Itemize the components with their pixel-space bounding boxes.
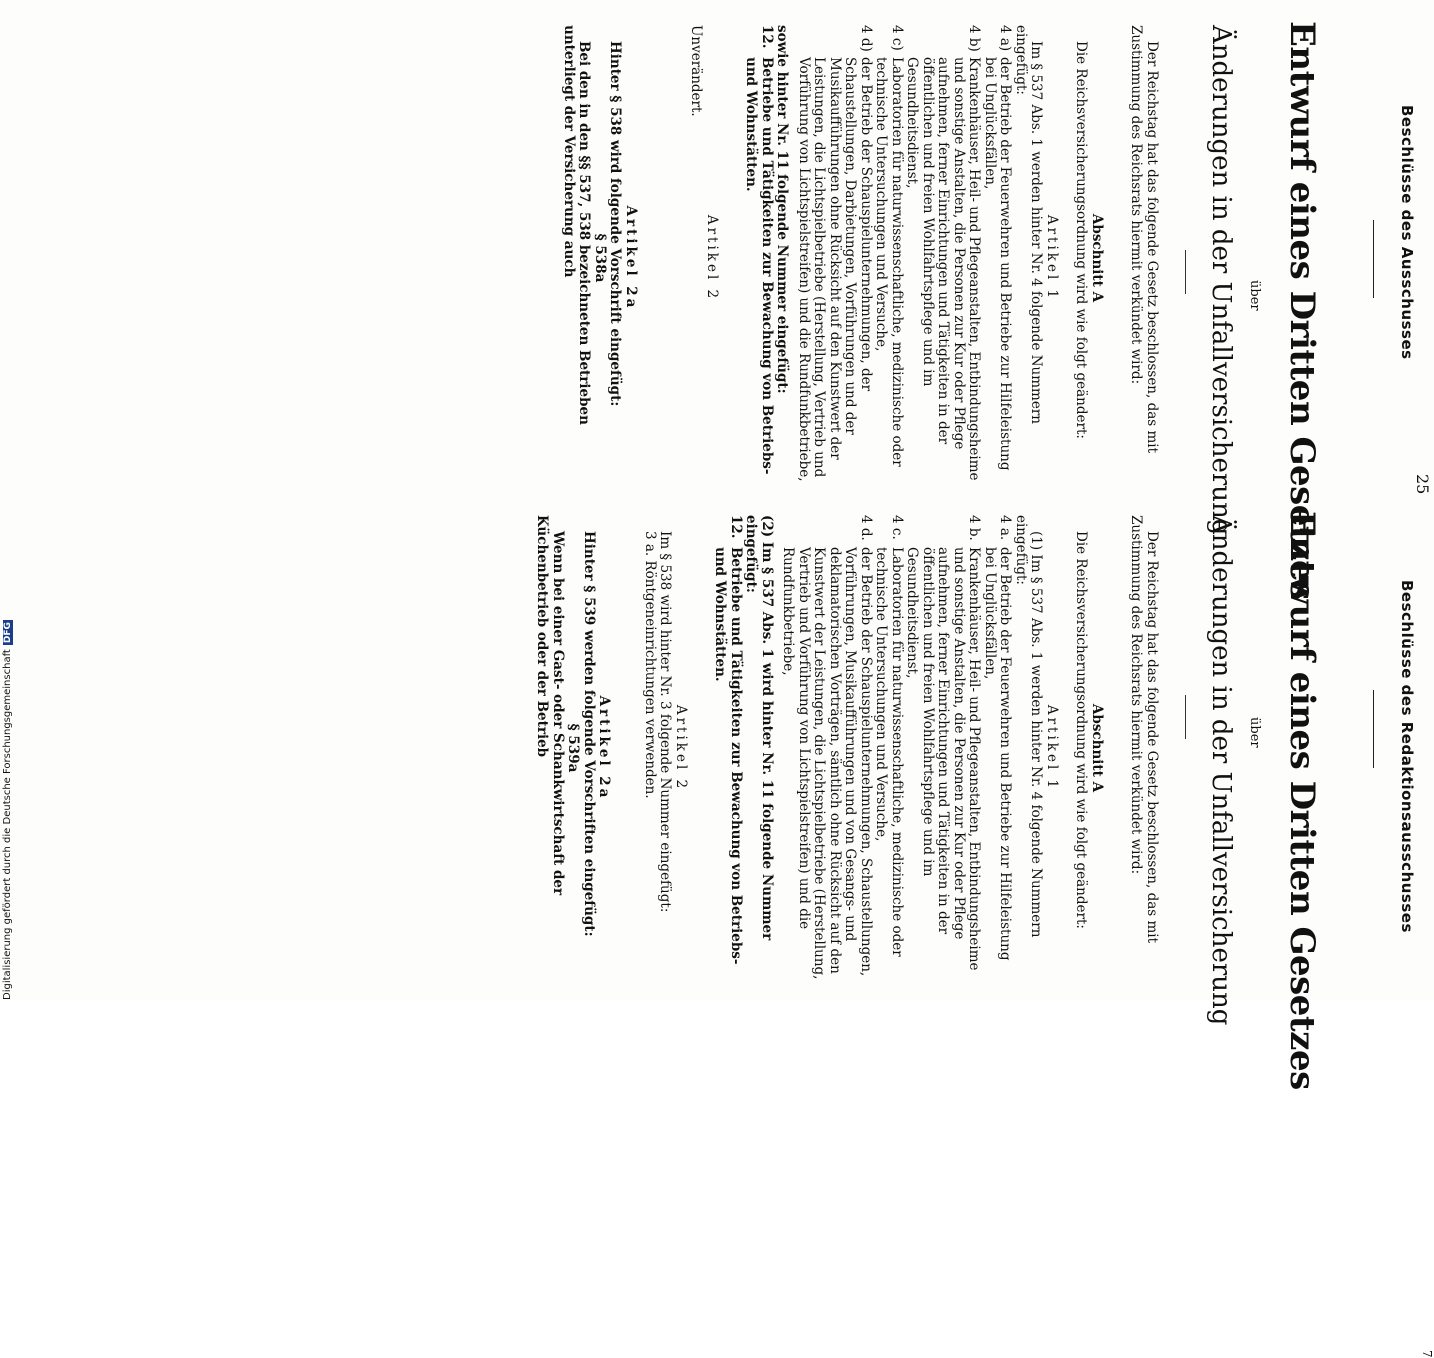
list-item bbox=[873, 515, 904, 981]
item-text: Betriebe und Tätigkeiten zur Bewachung von Betriebs- und Wohnstätten. bbox=[743, 57, 775, 475]
list-item bbox=[904, 515, 982, 981]
list-item bbox=[796, 25, 874, 491]
abschnitt-heading: Abschnitt A bbox=[1089, 703, 1105, 793]
artikel-1-heading: Artikel 1 bbox=[1044, 214, 1060, 302]
short-rule bbox=[1185, 250, 1186, 294]
artikel-2a-text: Hinter § 539 werden folgende Vorschriften eingefügt: bbox=[581, 531, 597, 937]
item-text: der Betrieb der Feuerwehren und Betriebe zur Hilfeleistung bei Unglücksfällen, bbox=[982, 547, 1014, 961]
body-text bbox=[534, 515, 1159, 981]
item-number: 4 b. bbox=[966, 515, 983, 541]
sowie-text: (2) Im § 537 Abs. 1 wird hinter Nr. 11 folgende Nummer eingefügt: bbox=[743, 515, 775, 941]
body-text bbox=[561, 25, 1160, 491]
list-item bbox=[712, 515, 743, 981]
intro-text: Der Reichstag hat das folgende Gesetz beschlossen, das mit Zustimmung des Reichsrats hiermit verkündet wird: bbox=[1128, 25, 1160, 454]
sowie-text: sowie hinter Nr. 11 folgende Nummer eingefügt: bbox=[774, 25, 791, 394]
ueber-label: über bbox=[1247, 717, 1262, 748]
column-header: Beschlüsse des Redaktionsausschusses bbox=[1398, 580, 1416, 933]
item-number: 4 d) bbox=[858, 25, 874, 52]
header-rule bbox=[1373, 220, 1374, 298]
artikel-2-heading: Artikel 2 bbox=[704, 214, 720, 302]
artikel-2a-heading: Artikel 2a bbox=[596, 695, 613, 801]
bill-title: Entwurf eines Dritten Gesetzes bbox=[1282, 511, 1322, 1090]
item-text: Krankenhäuser, Heil- und Pflegeanstalten, Entbindungsheime und sonstige Anstalten, die Personen zur Kur oder Pflege aufnehmen, ferner Einrichtungen und Tätigkeiten in der öffentlichen und freien Wohlfahrtspflege und im Gesundheitsdienst, bbox=[904, 57, 983, 481]
abschnitt-text: Die Reichsversicherungsordnung wird wie folgt geändert: bbox=[1073, 531, 1090, 929]
short-rule bbox=[1185, 695, 1186, 739]
list-item bbox=[780, 515, 873, 981]
item-text: Laboratorien für naturwissenschaftliche, medizinische oder technische Untersuchungen und Versuche, bbox=[873, 57, 905, 467]
abschnitt-heading: Abschnitt A bbox=[1089, 213, 1105, 303]
item-text: der Betrieb der Feuerwehren und Betriebe zur Hilfeleistung bei Unglücksfällen, bbox=[982, 57, 1014, 471]
item-text: Laboratorien für naturwissenschaftliche, medizinische oder technische Untersuchungen und Versuche, bbox=[873, 547, 905, 957]
artikel-1-text: Im § 537 Abs. 1 werden hinter Nr. 4 folgende Nummern eingefügt: bbox=[1013, 25, 1045, 424]
bill-subtitle: Änderungen in der Unfallversicherung bbox=[1206, 25, 1236, 536]
paragraph-heading: § 539a bbox=[565, 723, 582, 773]
item-text: der Betrieb der Schauspielunternehmungen, der Schaustellungen, Darbietungen, Vorführungen und der Musikaufführungen ohne Rücksicht auf den Kunstwert der Leistungen, die Lichtspielbetriebe (Herstellung, Vertrieb und Vorführung von Lichtspielstreifen) und die Rundfunkbetriebe, bbox=[796, 57, 874, 482]
item-number: 12. bbox=[759, 25, 775, 49]
column-header: Beschlüsse des Ausschusses bbox=[1398, 105, 1416, 360]
item-number: 4 b) bbox=[966, 25, 983, 52]
digitization-note bbox=[2, 610, 13, 1000]
artikel-2a-heading: Artikel 2a bbox=[623, 205, 639, 311]
list-item bbox=[743, 25, 774, 491]
dfg-logo: DFG bbox=[3, 622, 13, 644]
item-text: Betriebe und Tätigkeiten zur Bewachung von Betriebs- und Wohnstätten. bbox=[712, 547, 744, 965]
item-number: 4 a. bbox=[997, 515, 1014, 541]
artikel-1-heading: Artikel 1 bbox=[1044, 704, 1060, 792]
item-number: 4 c. bbox=[889, 515, 905, 540]
header-rule bbox=[1373, 690, 1374, 768]
paragraph-text: Wenn bei einer Gast- oder Schankwirtschaft der Küchenbetrieb oder der Betrieb bbox=[534, 515, 566, 896]
artikel-2-text: Unverändert. bbox=[688, 25, 705, 117]
bill-subtitle: Änderungen in der Unfallversicherung bbox=[1206, 515, 1236, 1026]
bill-title: Entwurf eines Dritten Gesetzes bbox=[1282, 21, 1322, 600]
list-item bbox=[873, 25, 904, 491]
artikel-1-text: (1) Im § 537 Abs. 1 werden hinter Nr. 4 folgende Nummern eingefügt: bbox=[1013, 515, 1045, 938]
artikel-2-item: 3 a. Röntgeneinrichtungen verwenden. bbox=[642, 531, 658, 799]
intro-text: Der Reichstag hat das folgende Gesetz beschlossen, das mit Zustimmung des Reichsrats hiermit verkündet wird: bbox=[1128, 515, 1160, 944]
list-item bbox=[982, 25, 1013, 491]
abschnitt-text: Die Reichsversicherungsordnung wird wie folgt geändert: bbox=[1073, 41, 1090, 439]
list-item bbox=[904, 25, 982, 491]
paragraph-heading: § 538a bbox=[592, 233, 608, 283]
digitization-text: Digitalisierung gefördert durch die Deutsche Forschungsgemeinschaft bbox=[2, 649, 13, 1000]
item-number: 4 d. bbox=[858, 515, 874, 541]
page-number: 25 bbox=[1413, 474, 1432, 495]
item-number: 4 c) bbox=[889, 25, 905, 51]
artikel-2a-text: Hinter § 538 wird folgende Vorschrift eingefügt: bbox=[607, 41, 624, 407]
artikel-2-heading: Artikel 2 bbox=[673, 704, 689, 792]
item-text: Krankenhäuser, Heil- und Pflegeanstalten, Entbindungsheime und sonstige Anstalten, die Personen zur Kur oder Pflege aufnehmen, ferner Einrichtungen und Tätigkeiten in der öffentlichen und freien Wohlfahrtspflege und im Gesundheitsdienst, bbox=[904, 547, 983, 971]
item-number: 4 a) bbox=[997, 25, 1014, 52]
paragraph-text: Bei den in den §§ 537, 538 bezeichneten Betrieben unterliegt der Versicherung auch bbox=[561, 25, 593, 425]
ueber-label: über bbox=[1247, 280, 1262, 311]
artikel-2-text: Im § 538 wird hinter Nr. 3 folgende Nummer eingefügt: bbox=[657, 531, 674, 913]
footnote-marker: 7 bbox=[1420, 1350, 1434, 1358]
list-item bbox=[982, 515, 1013, 981]
item-text: der Betrieb der Schauspielunternehmungen, Schaustellungen, Vorführungen, Musikaufführungen und von Gesangs- und deklamatorischen Vorträgen, sämtlich ohne Rücksicht auf den Kunstwert der Leistungen, die Lichtspielbetriebe (Herstellung, Vertrieb und Vorführung von Lichtspielstreifen) und die Rundfunkbetriebe, bbox=[780, 547, 874, 980]
item-number: 12. bbox=[728, 515, 744, 539]
